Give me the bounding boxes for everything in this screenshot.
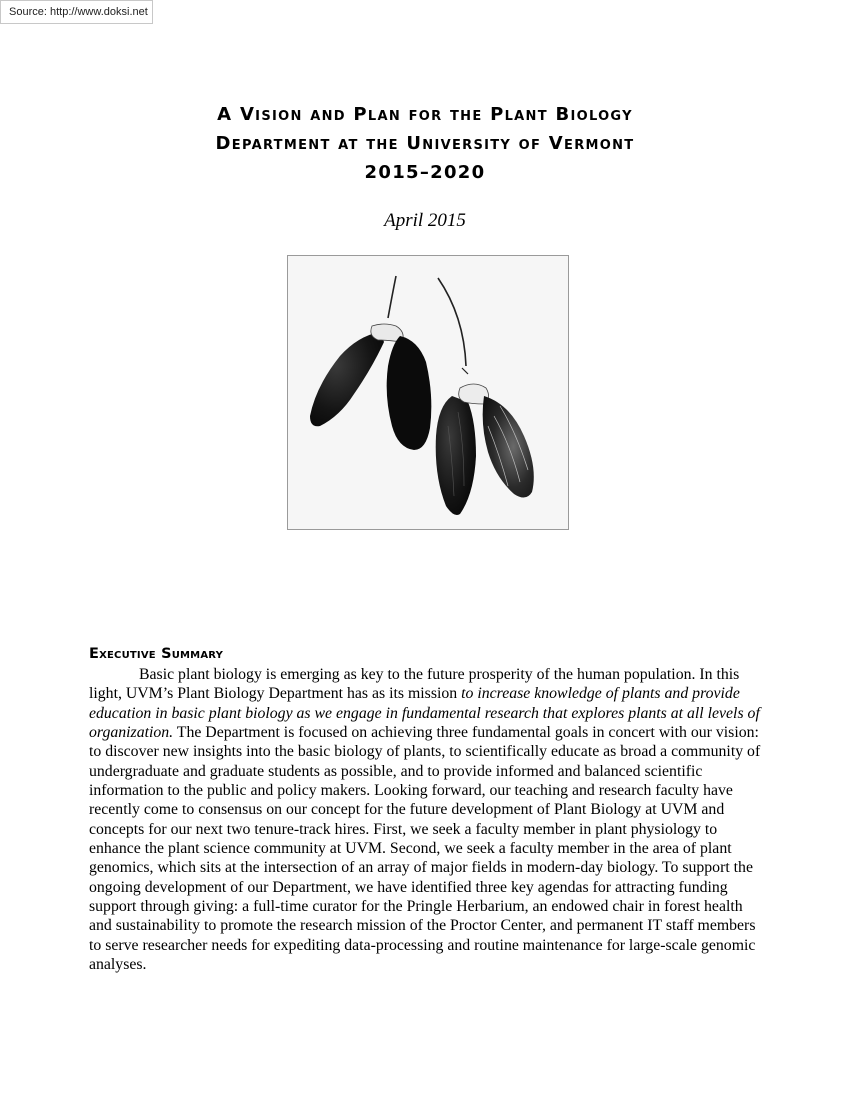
document-title <box>0 100 850 187</box>
executive-summary-heading: Executive Summary <box>89 646 224 662</box>
summary-text-start: Basic plant biology is emerging as key to the future prosperity of the human population. In this light, UVM’s Plant Biology Department has as its mission <box>89 666 740 703</box>
maple-samara-image <box>288 256 568 529</box>
title-line-3: 2015–2020 <box>364 162 486 183</box>
mission-statement: to increase knowledge of plants and provide education in basic plant biology as we engage in fundamental research that explores plants at all levels of organization. <box>89 685 760 742</box>
samara-figure <box>287 255 569 530</box>
title-line-2: Department at the University of Vermont <box>215 133 635 154</box>
document-date: April 2015 <box>384 210 466 231</box>
executive-summary-body <box>89 665 761 975</box>
source-watermark: Source: http://www.doksi.net <box>0 0 153 24</box>
title-line-1: A Vision and Plan for the Plant Biology <box>217 104 633 125</box>
summary-text-end: The Department is focused on achieving three fundamental goals in concert with our vision: to discover new insights into the basic biology of plants, to scientifically educate as broad a community of undergraduate and graduate students as possible, and to provide informed and balanced scientific information to the public and policy makers. Looking forward, our teaching and research faculty have recently come to consensus on our concept for the future development of Plant Biology at UVM and concepts for our next two tenure-track hires. First, we seek a faculty member in plant physiology to enhance the plant science community at UVM. Second, we seek a faculty member in the area of plant genomics, which sits at the intersection of an array of major fields in modern-day biology. To support the ongoing development of our Department, we have identified three key agendas for attracting funding support through giving: a full-time curator for the Pringle Herbarium, an endowed chair in forest health and sustainability to promote the research mission of the Proctor Center, and permanent IT staff members to serve researcher needs for expediting data-processing and routine maintenance for large-scale genomic analyses. <box>89 724 761 974</box>
